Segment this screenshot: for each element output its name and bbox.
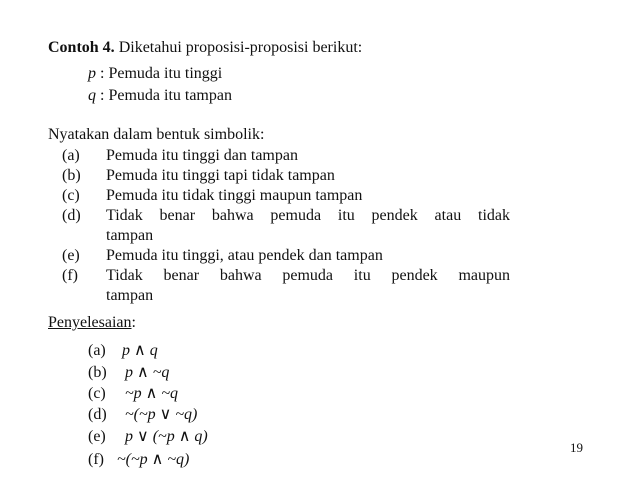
- instruction: Nyatakan dalam bentuk simbolik:: [48, 126, 265, 143]
- proposition-text: : Pemuda itu tampan: [100, 87, 232, 104]
- solution-heading-text: Penyelesaian: [48, 314, 132, 331]
- solution-label: (f): [88, 451, 104, 468]
- solution-expression: p ∧ q: [122, 342, 158, 359]
- solution-label: (b): [88, 364, 107, 381]
- proposition-var: p: [88, 65, 96, 82]
- solution-row: [88, 427, 208, 447]
- example-title: Contoh 4.: [48, 39, 115, 56]
- solution-label: (d): [88, 406, 107, 423]
- item-label: (e): [62, 247, 80, 264]
- proposition-p: [88, 64, 222, 84]
- solution-row: [88, 405, 197, 425]
- item-text-continuation: tampan: [106, 227, 154, 244]
- solution-heading-colon: :: [131, 314, 136, 331]
- solution-row: [88, 341, 158, 361]
- proposition-q: [88, 86, 232, 106]
- solution-expression: ~(~p ∨ ~q): [125, 406, 198, 423]
- solution-heading: [48, 313, 136, 333]
- item-label: (b): [62, 167, 81, 184]
- item-text: Pemuda itu tinggi, atau pendek dan tampan: [106, 247, 383, 264]
- solution-label: (a): [88, 342, 106, 359]
- solution-row: [88, 363, 169, 383]
- proposition-text: : Pemuda itu tinggi: [100, 65, 223, 82]
- solution-label: (e): [88, 428, 106, 445]
- solution-row: [88, 384, 178, 404]
- item-label: (a): [62, 147, 80, 164]
- solution-expression: p ∨ (~p ∧ q): [125, 428, 208, 445]
- solution-row: [88, 450, 189, 470]
- solution-expression: p ∧ ~q: [125, 364, 170, 381]
- item-text-continuation: tampan: [106, 287, 154, 304]
- item-label: (c): [62, 187, 80, 204]
- solution-expression: ~p ∧ ~q: [125, 385, 179, 402]
- proposition-var: q: [88, 87, 96, 104]
- item-text: Pemuda itu tidak tinggi maupun tampan: [106, 187, 363, 204]
- example-header: [48, 38, 362, 58]
- item-text: Tidak benar bahwa pemuda itu pendek maupun: [106, 267, 510, 284]
- solution-expression: ~(~p ∧ ~q): [117, 451, 190, 468]
- item-text: Pemuda itu tinggi tapi tidak tampan: [106, 167, 335, 184]
- page-number: 19: [570, 440, 583, 455]
- item-text: Tidak benar bahwa pemuda itu pendek atau tidak: [106, 207, 510, 224]
- item-label: (f): [62, 267, 78, 284]
- item-label: (d): [62, 207, 81, 224]
- item-text: Pemuda itu tinggi dan tampan: [106, 147, 298, 164]
- example-intro: Diketahui proposisi-proposisi berikut:: [118, 39, 363, 56]
- solution-label: (c): [88, 385, 106, 402]
